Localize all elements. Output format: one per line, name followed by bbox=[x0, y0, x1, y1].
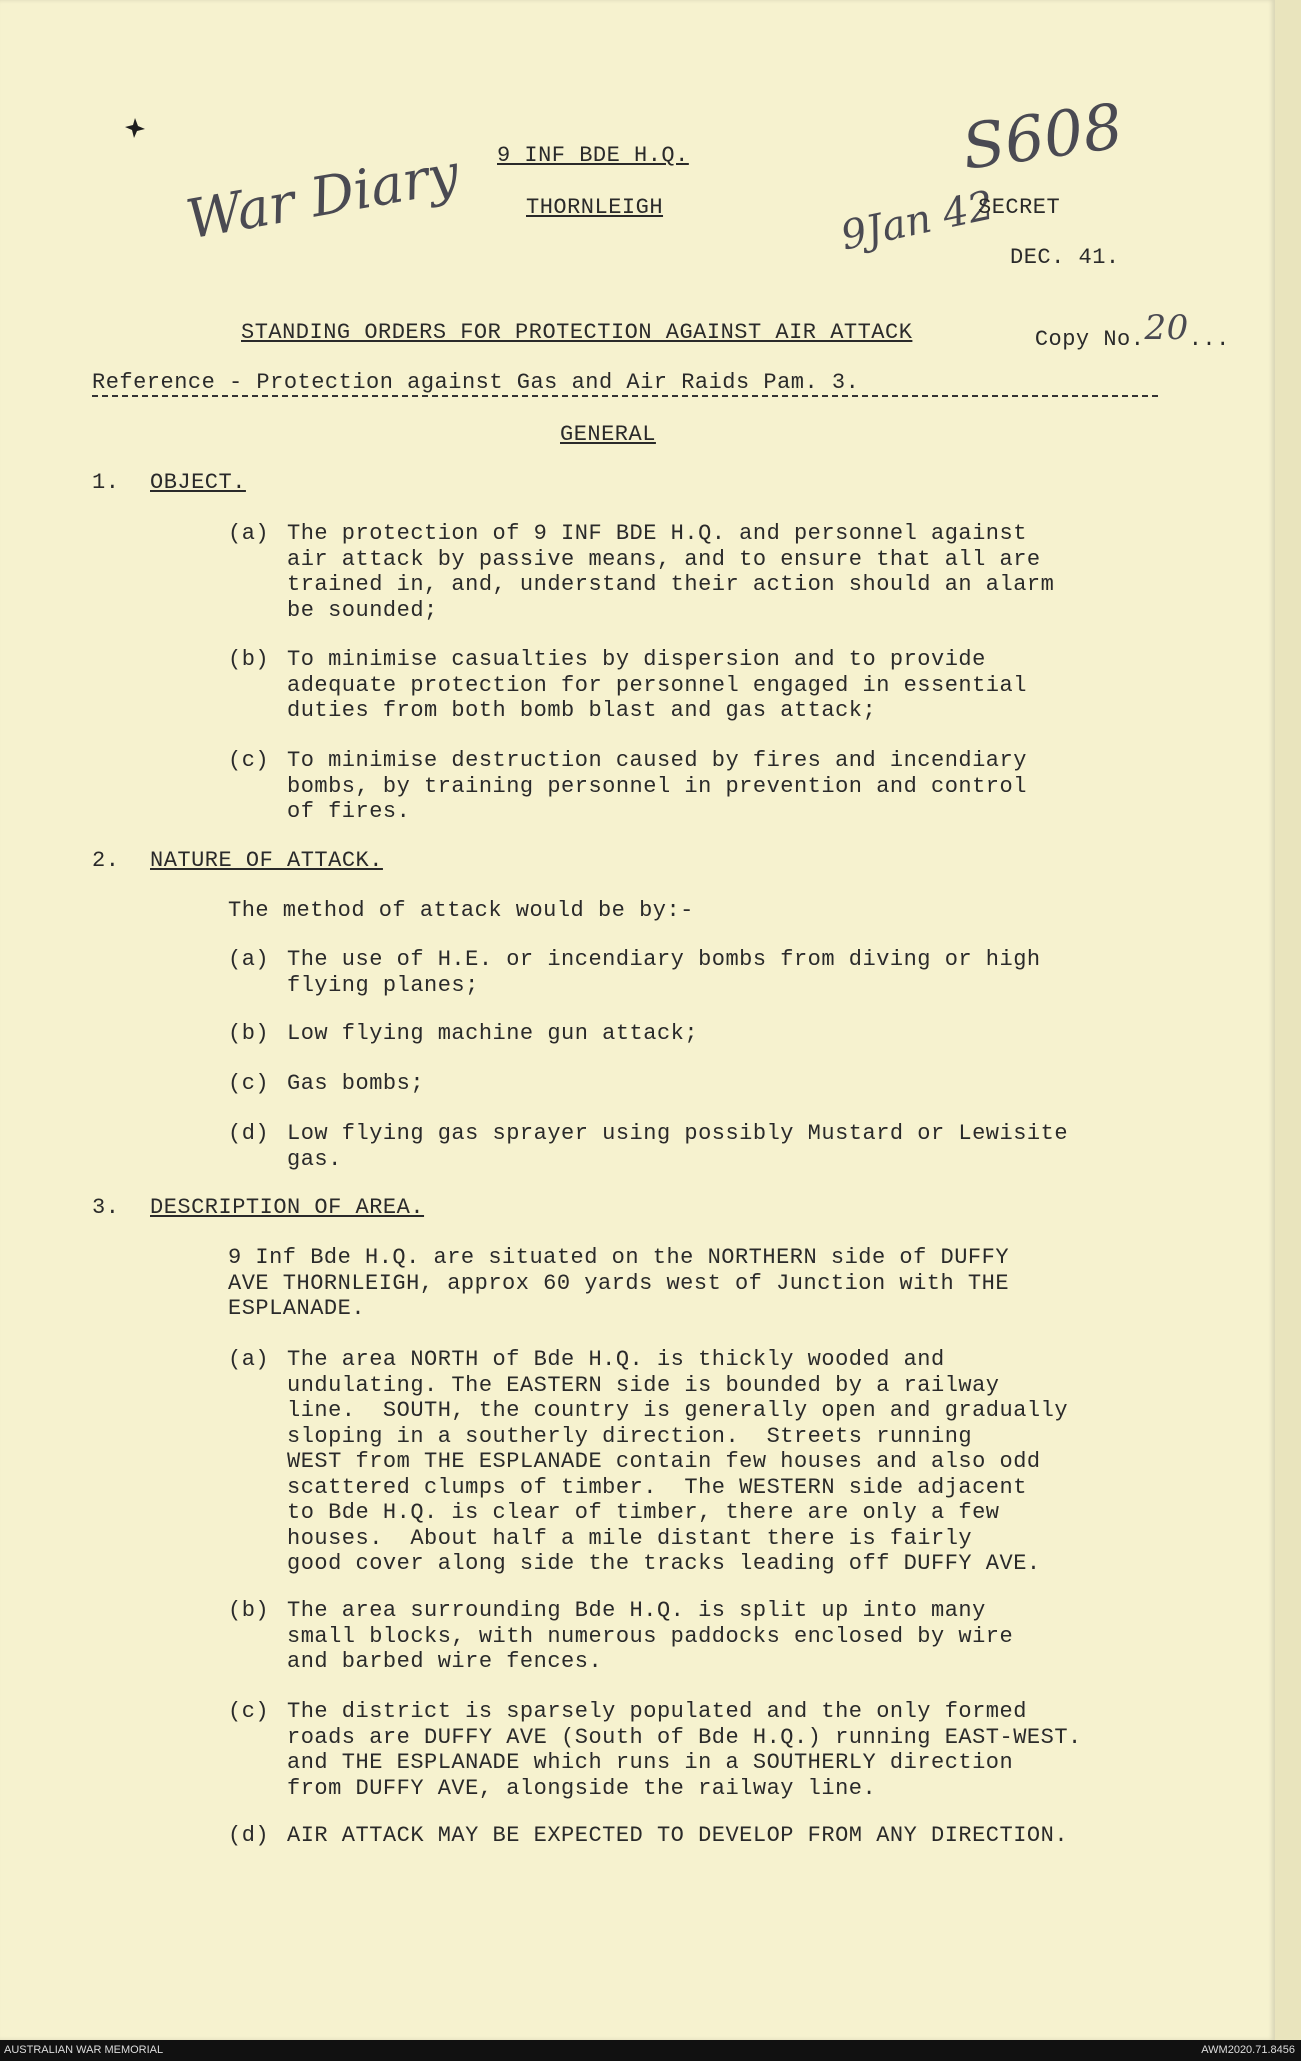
reference-line: Reference - Protection against Gas and Air Raids Pam. 3. bbox=[92, 370, 860, 395]
text-line: houses. About half a mile distant there is fairly bbox=[287, 1525, 973, 1551]
text-line: Gas bombs; bbox=[287, 1071, 425, 1096]
section-3-intro bbox=[228, 1245, 1009, 1322]
section-1-heading: OBJECT. bbox=[150, 470, 246, 495]
item-1c-label: (c) bbox=[228, 748, 270, 773]
text-line: good cover along side the tracks leading off DUFFY AVE. bbox=[287, 1551, 1041, 1576]
text-line: roads are DUFFY AVE (South of Bde H.Q.) running EAST-WEST. bbox=[287, 1724, 1082, 1750]
text-line: adequate protection for personnel engaged in essential bbox=[287, 672, 1027, 698]
text-line: sloping in a southerly direction. Streets running bbox=[287, 1423, 973, 1449]
item-3c-label: (c) bbox=[228, 1699, 270, 1724]
document-title: STANDING ORDERS FOR PROTECTION AGAINST AIR ATTACK bbox=[241, 320, 913, 345]
text-line: Low flying gas sprayer using possibly Mustard or Lewisite bbox=[287, 1121, 1069, 1146]
text-line: scattered clumps of timber. The WESTERN side adjacent bbox=[287, 1474, 1027, 1500]
text-line: The use of H.E. or incendiary bombs from diving or high bbox=[287, 947, 1041, 972]
item-2b-label: (b) bbox=[228, 1021, 270, 1046]
scan-background-edge bbox=[1275, 0, 1301, 2040]
section-3-number: 3. bbox=[92, 1195, 120, 1220]
copy-label: Copy No. bbox=[1034, 327, 1145, 352]
text-line: trained in, and, understand their action should an alarm bbox=[287, 572, 1055, 597]
item-2a-label: (a) bbox=[228, 947, 270, 972]
item-1b-text bbox=[287, 647, 1027, 724]
section-2-heading: NATURE OF ATTACK. bbox=[150, 848, 383, 873]
section-2-number: 2. bbox=[92, 848, 120, 873]
date-label: DEC. 41. bbox=[1010, 245, 1120, 270]
text-line: of fires. bbox=[287, 799, 411, 824]
item-3a-label: (a) bbox=[228, 1347, 270, 1372]
text-line: undulating. The EASTERN side is bounded by a railway bbox=[287, 1372, 1000, 1398]
text-line: Low flying machine gun attack; bbox=[287, 1021, 699, 1046]
text-line: bombs, by training personnel in prevention and control bbox=[287, 773, 1027, 799]
item-2d-label: (d) bbox=[228, 1121, 270, 1146]
item-3b-label: (b) bbox=[228, 1598, 270, 1623]
item-2a-text bbox=[287, 947, 1041, 998]
text-line: to Bde H.Q. is clear of timber, there are only a few bbox=[287, 1500, 1000, 1525]
text-line: 9 Inf Bde H.Q. are situated on the NORTHERN side of DUFFY bbox=[228, 1245, 1010, 1270]
handwritten-file-number: S608 bbox=[957, 89, 1128, 184]
text-line: small blocks, with numerous paddocks enclosed by wire bbox=[287, 1623, 1014, 1649]
text-line: The protection of 9 INF BDE H.Q. and personnel against bbox=[287, 521, 1027, 546]
text-line: WEST from THE ESPLANADE contain few houses and also odd bbox=[287, 1449, 1041, 1474]
text-line: from DUFFY AVE, alongside the railway line. bbox=[287, 1775, 877, 1801]
handwritten-war-diary: War Diary bbox=[181, 141, 464, 252]
text-line: AIR ATTACK MAY BE EXPECTED TO DEVELOP FROM ANY DIRECTION. bbox=[287, 1823, 1069, 1848]
section-2-intro: The method of attack would be by:- bbox=[228, 898, 694, 923]
text-line: and barbed wire fences. bbox=[287, 1649, 603, 1674]
copy-number-handwritten: 20 bbox=[1144, 308, 1189, 348]
item-3c-text bbox=[287, 1699, 1082, 1801]
text-line: The district is sparsely populated and the only formed bbox=[287, 1699, 1027, 1724]
punch-hole-mark bbox=[125, 118, 145, 138]
text-line: gas. bbox=[287, 1146, 342, 1172]
copy-number-line bbox=[980, 295, 1230, 379]
text-line: duties from both bomb blast and gas attack; bbox=[287, 698, 877, 723]
item-3d-text bbox=[287, 1823, 1068, 1849]
item-3a-text bbox=[287, 1347, 1068, 1577]
text-line: To minimise destruction caused by fires and incendiary bbox=[287, 748, 1027, 773]
item-2b-text bbox=[287, 1021, 698, 1047]
item-1c-text bbox=[287, 748, 1027, 825]
item-2d-text bbox=[287, 1121, 1068, 1172]
classification-label: SECRET bbox=[978, 195, 1061, 220]
archive-footer-bar bbox=[0, 2040, 1301, 2061]
footer-institution: AUSTRALIAN WAR MEMORIAL bbox=[4, 2044, 164, 2056]
text-line: line. SOUTH, the country is generally open and gradually bbox=[287, 1398, 1069, 1423]
text-line: be sounded; bbox=[287, 597, 438, 623]
text-line: To minimise casualties by dispersion and to provide bbox=[287, 647, 986, 672]
item-2c-label: (c) bbox=[228, 1071, 270, 1096]
item-3b-text bbox=[287, 1598, 1013, 1675]
handwritten-date: 9Jan 42 bbox=[836, 182, 998, 260]
location-heading: THORNLEIGH bbox=[526, 195, 664, 220]
text-line: The area NORTH of Bde H.Q. is thickly wooded and bbox=[287, 1347, 945, 1372]
section-3-heading: DESCRIPTION OF AREA. bbox=[150, 1195, 425, 1220]
item-1a-label: (a) bbox=[228, 521, 270, 546]
text-line: AVE THORNLEIGH, approx 60 yards west of Junction with THE bbox=[228, 1270, 1010, 1296]
general-heading: GENERAL bbox=[560, 422, 656, 447]
item-2c-text bbox=[287, 1071, 424, 1097]
item-1a-text bbox=[287, 521, 1054, 623]
footer-accession-number: AWM2020.71.8456 bbox=[1201, 2044, 1295, 2056]
item-3d-label: (d) bbox=[228, 1823, 270, 1848]
section-1-number: 1. bbox=[92, 470, 120, 495]
text-line: The area surrounding Bde H.Q. is split up into many bbox=[287, 1598, 986, 1623]
text-line: and THE ESPLANADE which runs in a SOUTHERLY direction bbox=[287, 1750, 1014, 1775]
unit-heading: 9 INF BDE H.Q. bbox=[497, 143, 689, 168]
text-line: flying planes; bbox=[287, 972, 479, 998]
text-line: air attack by passive means, and to ensure that all are bbox=[287, 546, 1041, 572]
copy-dots: ... bbox=[1188, 327, 1230, 352]
item-1b-label: (b) bbox=[228, 647, 270, 672]
text-line: ESPLANADE. bbox=[228, 1296, 366, 1321]
